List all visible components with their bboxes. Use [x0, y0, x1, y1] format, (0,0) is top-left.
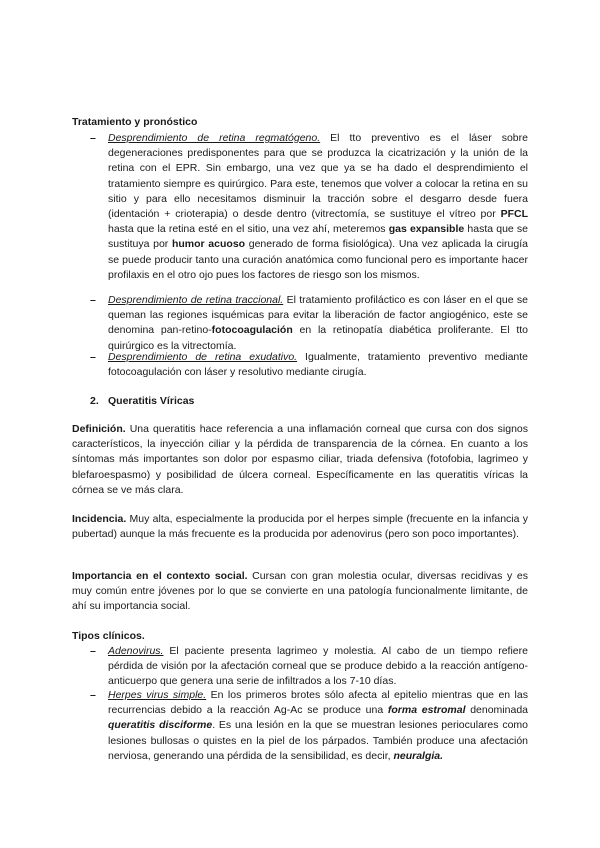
item-label: Herpes virus simple. — [108, 689, 207, 701]
list-bullet: – — [90, 689, 96, 701]
bold-italic-term: queratitis disciforme — [108, 719, 213, 732]
bold-term: PFCL — [500, 208, 528, 221]
item-text: en la retinopatía diabética proliferante. El tto quirúrgico es la vitrectomía. — [108, 324, 528, 352]
definition-text: Una queratitis hace referencia a una inflamación corneal que cursa con dos signos característicos, la inyección ciliar y la pérdida de transparencia de la córnea. En cuanto a los síntomas más importantes son dolor por espasmo ciliar, triada defensiva (fotofobia, lagrimeo y blefaroespasmo) y posibilidad de úlcera corneal. Específicamente en las queratitis víricas la córnea se ve más clara. — [72, 423, 528, 496]
definition-paragraph — [72, 422, 528, 498]
item-text: hasta que la retina esté en el sitio, una vez ahí, meteremos — [108, 223, 389, 236]
list-item-regmatogeno — [108, 131, 528, 283]
bold-italic-term: neuralgia. — [393, 749, 444, 762]
list-bullet: – — [90, 132, 96, 144]
bold-term: gas expansible — [388, 223, 465, 236]
item-text: En los primeros brotes sólo afecta al epitelio mientras que en las recurrencias debido a la reacción Ag-Ac se produce una — [108, 689, 528, 717]
item-text: hasta que se sustituya por — [108, 223, 528, 251]
item-text: El paciente presenta lagrimeo y molestia. Al cabo de un tiempo refiere pérdida de visión por la afectación corneal que se produce debido a la reacción antígeno-anticuerpo que genera una serie de infiltrados a los 7-10 días. — [108, 645, 528, 688]
incidence-text: Muy alta, especialmente la producida por el herpes simple (frecuente en la infancia y pubertad) aunque la más frecuente es la producida por adenovirus (pero son poco importantes). — [72, 513, 528, 541]
definition-label: Definición. — [72, 423, 126, 435]
item-label: Adenovirus. — [108, 645, 164, 657]
list-item-adenovirus — [108, 644, 528, 690]
item-text: denominada — [465, 704, 528, 717]
list-bullet: – — [90, 645, 96, 657]
list-item-exudativo — [108, 350, 528, 380]
item-text: generado de forma fisiológica). Una vez aplicada la cirugía se puede producir tanto una curación anatómica como funcional pero es importante hacer profilaxis en el otro ojo pues los factores de riesgo son los mismos. — [108, 238, 528, 281]
list-bullet: – — [90, 294, 96, 306]
treatment-heading: Tratamiento y pronóstico — [72, 116, 198, 128]
bold-term: humor acuoso — [171, 238, 246, 251]
importance-label: Importancia en el contexto social. — [72, 570, 248, 582]
importance-text: Cursan con gran molestia ocular, diversas recidivas y es muy común entre jóvenes por lo que se convierte en una patología funcionalmente limitante, de ahí su importancia social. — [72, 570, 528, 613]
item-label: Desprendimiento de retina regmatógeno. — [108, 132, 321, 144]
importance-paragraph — [72, 569, 528, 615]
item-text: El tratamiento profiláctico es con láser en el que se queman las regiones isquémicas para evitar la liberación de factor angiogénico, este se denomina pan-retino- — [108, 294, 528, 337]
bold-italic-term: forma estromal — [387, 704, 466, 717]
section-title: Queratitis Víricas — [108, 395, 195, 407]
list-item-traccional — [108, 293, 528, 354]
item-text: . Es una lesión en la que se muestran lesiones perioculares como lesiones bullosas o quistes en la piel de los párpados. También produce una afectación nerviosa, generando una pérdida de la sensibilidad, es decir, — [108, 719, 528, 762]
list-item-herpes — [108, 688, 528, 764]
incidence-label: Incidencia. — [72, 513, 127, 525]
item-label: Desprendimiento de retina exudativo. — [108, 351, 298, 363]
section-number: 2. — [90, 395, 99, 407]
item-label: Desprendimiento de retina traccional. — [108, 294, 284, 306]
clinical-types-heading: Tipos clínicos. — [72, 630, 145, 642]
incidence-paragraph — [72, 512, 528, 542]
item-text: Igualmente, tratamiento preventivo mediante fotocoagulación con láser y resolutivo mediante cirugía. — [108, 351, 529, 379]
bold-term: fotocoagulación — [211, 324, 293, 337]
list-bullet: – — [90, 351, 96, 363]
item-text: El tto preventivo es el láser sobre degeneraciones predisponentes para que se produzca la cicatrización y la unión de la retina con el EPR. Sin embargo, una vez que ya se ha dado el desprendimiento el tratamiento siempre es quirúrgico. Para este, tenemos que volver a colocar la retina en su sitio y para ello necesitamos disminuir la tracción sobre el desgarro desde fuera (identación + crioterapia) o desde dentro (vitrectomía, se sustituye el vítreo por — [108, 132, 528, 221]
